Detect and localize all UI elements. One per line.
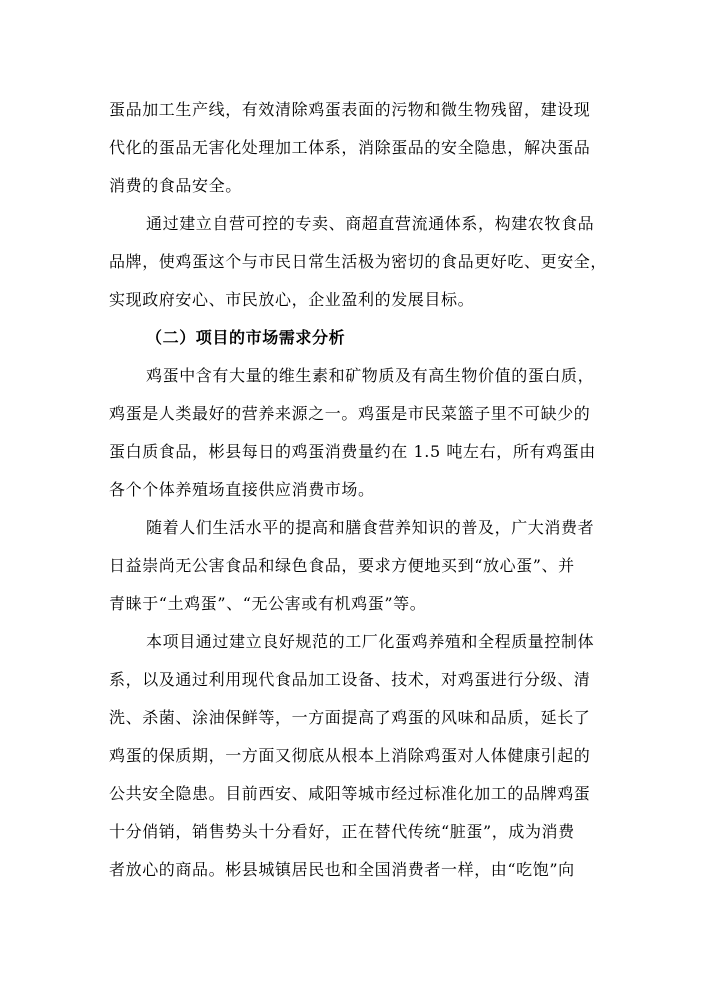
paragraph-5-line-1: 本项目通过建立良好规范的工厂化蛋鸡养殖和全程质量控制体	[146, 632, 595, 651]
paragraph-5-line-3: 洗、杀菌、涂油保鲜等，一方面提高了鸡蛋的风味和品质，延长了	[109, 708, 591, 727]
paragraph-4-line-1: 随着人们生活水平的提高和膳食营养知识的普及，广大消费者	[146, 518, 595, 537]
paragraph-3-line-2: 鸡蛋是人类最好的营养来源之一。鸡蛋是市民菜篮子里不可缺少的	[109, 404, 591, 423]
paragraph-4-line-3: 青睐于“土鸡蛋”、“无公害或有机鸡蛋”等。	[109, 594, 427, 613]
paragraph-4-line-2: 日益崇尚无公害食品和绿色食品，要求方便地买到“放心蛋”、并	[109, 556, 575, 575]
paragraph-5-line-4: 鸡蛋的保质期，一方面又彻底从根本上消除鸡蛋对人体健康引起的	[109, 746, 591, 765]
paragraph-5-line-2: 系，以及通过利用现代食品加工设备、技术，对鸡蛋进行分级、清	[109, 670, 591, 689]
paragraph-1-line-3: 消费的食品安全。	[109, 176, 242, 195]
paragraph-3-line-3: 蛋白质食品，彬县每日的鸡蛋消费量约在 1.5 吨左右，所有鸡蛋由	[109, 442, 596, 461]
paragraph-3-line-4: 各个个体养殖场直接供应消费市场。	[109, 480, 375, 499]
section-heading: （二）项目的市场需求分析	[146, 328, 346, 347]
paragraph-2-line-2: 品牌，使鸡蛋这个与市民日常生活极为密切的食品更好吃、更安全，	[109, 252, 608, 271]
paragraph-5-line-6: 十分俏销，销售势头十分看好，正在替代传统“脏蛋”，成为消费	[109, 822, 575, 841]
paragraph-5-line-7: 者放心的商品。彬县城镇居民也和全国消费者一样，由“吃饱”向	[109, 860, 575, 879]
paragraph-1-line-2: 代化的蛋品无害化处理加工体系，消除蛋品的安全隐患，解决蛋品	[109, 138, 591, 157]
paragraph-2-line-1: 通过建立自营可控的专卖、商超直营流通体系，构建农牧食品	[146, 214, 595, 233]
paragraph-5-line-5: 公共安全隐患。目前西安、咸阳等城市经过标准化加工的品牌鸡蛋	[109, 784, 591, 803]
paragraph-1-line-1: 蛋品加工生产线，有效清除鸡蛋表面的污物和微生物残留，建设现	[109, 100, 591, 119]
paragraph-3-line-1: 鸡蛋中含有大量的维生素和矿物质及有高生物价值的蛋白质，	[146, 366, 595, 385]
paragraph-2-line-3: 实现政府安心、市民放心，企业盈利的发展目标。	[109, 290, 475, 309]
